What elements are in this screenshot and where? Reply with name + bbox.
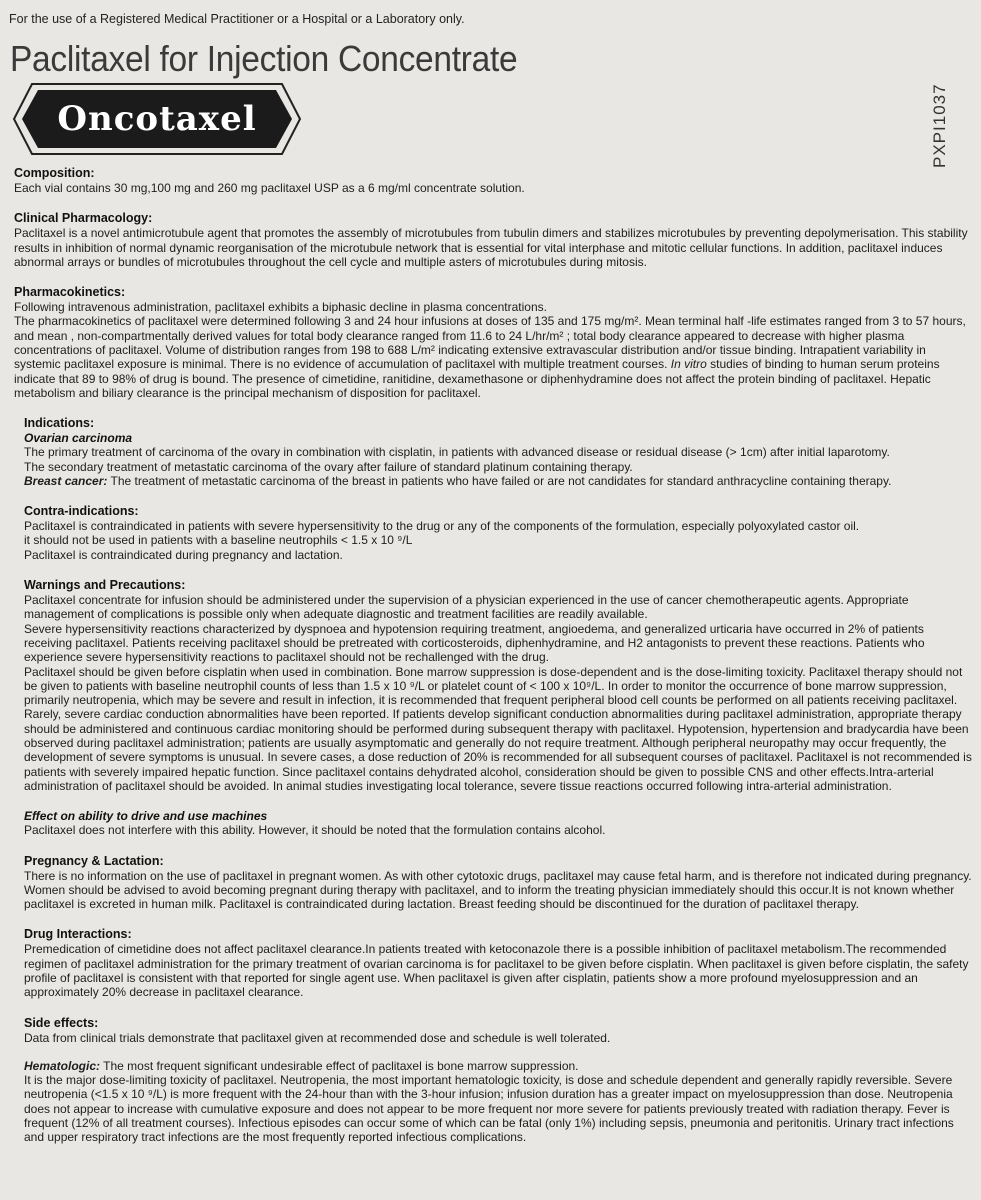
- indication-line1: The primary treatment of carcinoma of the ovary in combination with cisplatin, in patients with advanced disease or residual disease (> 1cm) after initial laparotomy.: [24, 445, 890, 460]
- product-title: Paclitaxel for Injection Concentrate: [10, 38, 518, 79]
- warnings-heading: Warnings and Precautions:: [24, 578, 186, 593]
- pregnancy-text: There is no information on the use of paclitaxel in pregnant women. As with other cytotoxic drugs, paclitaxel may cause fetal harm, and is therefore not indicated during pregnancy. Women should be advised to avoid becoming pregnant during therapy with paclitaxel, and to inform the treating physician immediately should this occur.It is not known whether paclitaxel is excreted in human milk. Paclitaxel is contraindicated during lactation. Breast feeding should be discontinued for the duration of paclitaxel therapy.: [24, 868, 972, 912]
- composition-text: Each vial contains 30 mg,100 mg and 260 mg paclitaxel USP as a 6 mg/ml concentrate solution.: [14, 181, 525, 195]
- section-contra-indications: [24, 504, 972, 562]
- hematologic-line: [24, 1059, 972, 1073]
- section-composition: [14, 166, 972, 195]
- clinical-pharmacology-text: Paclitaxel is a novel antimicrotubule agent that promotes the assembly of microtubules from tubulin dimers and stabilizes microtubules by preventing depolymerisation. This stability results in inhibition of normal dynamic reorganisation of the microtubule network that is essential for vital interphase and mitotic cellular functions. In addition, paclitaxel induces abnormal arrays or bundles of microtubules throughout the cell cycle and multiple asters of microtubules during mitosis.: [14, 226, 968, 269]
- section-side-effects: [24, 1016, 972, 1145]
- pharmacokinetics-text-a: The pharmacokinetics of paclitaxel were determined following 3 and 24 hour infusions at doses of 135 and 175 mg/m². Mean terminal half -life estimates ranged from 3 to 57 hours, and mean , non-compartmentally derived values for total body clearance ranged from 11.6 to 24 L/hr/m² ; total body clearance appeared to decrease with higher plasma concentrations of paclitaxel. Volume of distribution ranges from 198 to 688 L/m² indicating extensive extravascular distribution and/or tissue binding. Intrapatient variability in systemic paclitaxel exposure is minimal. There is no evidence of accumulation of paclitaxel with multiple treatment courses.: [14, 314, 966, 372]
- brand-logo: [12, 82, 302, 156]
- pharmacokinetics-heading: Pharmacokinetics:: [14, 285, 126, 300]
- prescription-notice: For the use of a Registered Medical Practitioner or a Hospital or a Laboratory only.: [9, 12, 465, 26]
- hematologic-text: It is the major dose-limiting toxicity of paclitaxel. Neutropenia, the most important hematologic toxicity, is dose and schedule dependent and generally rapidly reversible. Severe neutropenia (<1.5 x 10 ⁹/L) is more frequent with the 24-hour than with the 3-hour infusion; infusion duration has a greater impact on myelosuppression than dose. Neutropenia does not appear to increase with cumulative exposure and does not appear to be more frequent nor more severe for patients previously treated with radiation therapy. Fever is frequent (12% of all treatment courses). Infectious episodes can occur some of which can be fatal (only 1%) including sepsis, pneumonia and peritonitis. Urinary tract infections and upper respiratory tract infections are the most frequently reported infectious complications.: [24, 1073, 954, 1145]
- hematologic-line-text: The most frequent significant undesirable effect of paclitaxel is bone marrow suppression.: [103, 1058, 579, 1073]
- in-vitro-label: In vitro: [670, 357, 707, 372]
- indication-ovarian-heading: Ovarian carcinoma: [24, 431, 133, 446]
- brand-name: Oncotaxel: [57, 99, 257, 139]
- indications-heading: Indications:: [24, 416, 95, 431]
- contra-line2: it should not be used in patients with a baseline neutrophils < 1.5 x 10 ⁹/L: [24, 533, 413, 548]
- pharmacokinetics-line1: Following intravenous administration, paclitaxel exhibits a biphasic decline in plasma concentrations.: [14, 300, 547, 315]
- indication-line2: The secondary treatment of metastatic carcinoma of the ovary after failure of standard platinum containing therapy.: [24, 459, 633, 474]
- contra-heading: Contra-indications:: [24, 504, 139, 519]
- section-clinical-pharmacology: [14, 211, 972, 269]
- pharmacokinetics-text-b: studies of binding to human serum proteins indicate that 89 to 98% of drug is bound. The presence of cimetidine, ranitidine, dexamethasone or diphenhydramine does not affect the protein binding of paclitaxel. Hepatic metabolism and biliary clearance is the principal mechanism of disposition for paclitaxel.: [14, 357, 940, 400]
- composition-heading: Composition:: [14, 166, 95, 180]
- indication-breast: [24, 474, 972, 488]
- contra-line3: Paclitaxel is contraindicated during pregnancy and lactation.: [24, 547, 343, 562]
- pregnancy-heading: Pregnancy & Lactation:: [24, 853, 164, 868]
- section-pregnancy: [24, 854, 972, 912]
- driving-heading: Effect on ability to drive and use machines: [24, 809, 268, 824]
- section-pharmacokinetics: [14, 285, 972, 400]
- warnings-p2: Severe hypersensitivity reactions characterized by dyspnoea and hypotension requiring treatment, angioedema, and generalized urticaria have occurred in 2% of patients receiving paclitaxel. Patients receiving paclitaxel should be pretreated with corticosteroids, diphenhydramine, and H2 antagonists to prevent these reactions. Patients who experience severe hypersensitivity reactions to paclitaxel should not be rechallenged with the drug.: [24, 621, 925, 665]
- indication-breast-heading: Breast cancer:: [24, 473, 108, 488]
- section-drug-interactions: [24, 927, 972, 999]
- warnings-p3: Paclitaxel should be given before cisplatin when used in combination. Bone marrow suppression is dose-dependent and is the dose-limiting toxicity. Paclitaxel therapy should not be given to patients with baseline neutrophil counts of less than 1.5 x 10 ⁹/L or platelet count of < 100 x 10⁹/L. In order to monitor the occurrence of bone marrow suppression, primarily neutropenia, which may be severe and result in infection, it is recommended that frequent peripheral blood cell counts be performed on all patients receiving paclitaxel. Rarely, severe cardiac conduction abnormalities have been reported. If patients develop significant conduction abnormalities during paclitaxel administration, appropriate therapy should be administered and continuous cardiac monitoring should be performed during subsequent therapy with paclitaxel. Hypotension, hypertension and bradycardia have been observed during paclitaxel administration; patients are usually asymptomatic and generally do not require treatment. Although peripheral neuropathy may occur frequently, the development of severe symptoms is unusual. In severe cases, a dose reduction of 20% is recommended for all subsequent courses of paclitaxel. Paclitaxel is not recommended is patients with severely impaired hepatic function. Since paclitaxel contains dehydrated alcohol, consideration should be given to possible CNS and other effects.Intra-arterial administration of paclitaxel should be avoided. In animal studies investigating local tolerance, severe tissue reactions occurred following intra-arterial administration.: [24, 664, 972, 793]
- side-effects-heading: Side effects:: [24, 1015, 99, 1030]
- document-code: PXPI1037: [930, 83, 949, 168]
- interactions-text: Premedication of cimetidine does not affect paclitaxel clearance.In patients treated with ketoconazole there is a possible inhibition of paclitaxel metabolism.The recommended regimen of paclitaxel administration for the primary treatment of ovarian carcinoma is for paclitaxel to be given before cisplatin. When paclitaxel is given before cisplatin, the safety profile of paclitaxel is consistent with that reported for single agent use. When paclitaxel is given after cisplatin, patients show a more profound myelosuppression and an approximately 20% decrease in paclitaxel clearance.: [24, 942, 969, 1000]
- driving-text: Paclitaxel does not interfere with this ability. However, it should be noted that the formulation contains alcohol.: [24, 823, 606, 838]
- indication-line3: The treatment of metastatic carcinoma of the breast in patients who have failed or are not candidates for standard anthracycline containing therapy.: [110, 473, 892, 488]
- section-driving: [24, 809, 972, 837]
- contra-line1: Paclitaxel is contraindicated in patients with severe hypersensitivity to the drug or any of the components of the formulation, especially polyoxylated castor oil.: [24, 519, 860, 534]
- pharmacokinetics-text: [14, 314, 972, 400]
- side-effects-text: Data from clinical trials demonstrate that paclitaxel given at recommended dose and schedule is well tolerated.: [24, 1030, 611, 1045]
- section-warnings: [24, 578, 972, 793]
- clinical-pharmacology-heading: Clinical Pharmacology:: [14, 211, 153, 226]
- hematologic-label: Hematologic:: [24, 1058, 101, 1073]
- insert-content: [14, 166, 972, 1145]
- interactions-heading: Drug Interactions:: [24, 927, 132, 942]
- section-indications: [24, 416, 972, 488]
- warnings-p1: Paclitaxel concentrate for infusion should be administered under the supervision of a physician experienced in the use of cancer chemotherapeutic agents. Appropriate management of complications is possible only when adequate diagnostic and treatment facilities are readily available.: [24, 593, 909, 622]
